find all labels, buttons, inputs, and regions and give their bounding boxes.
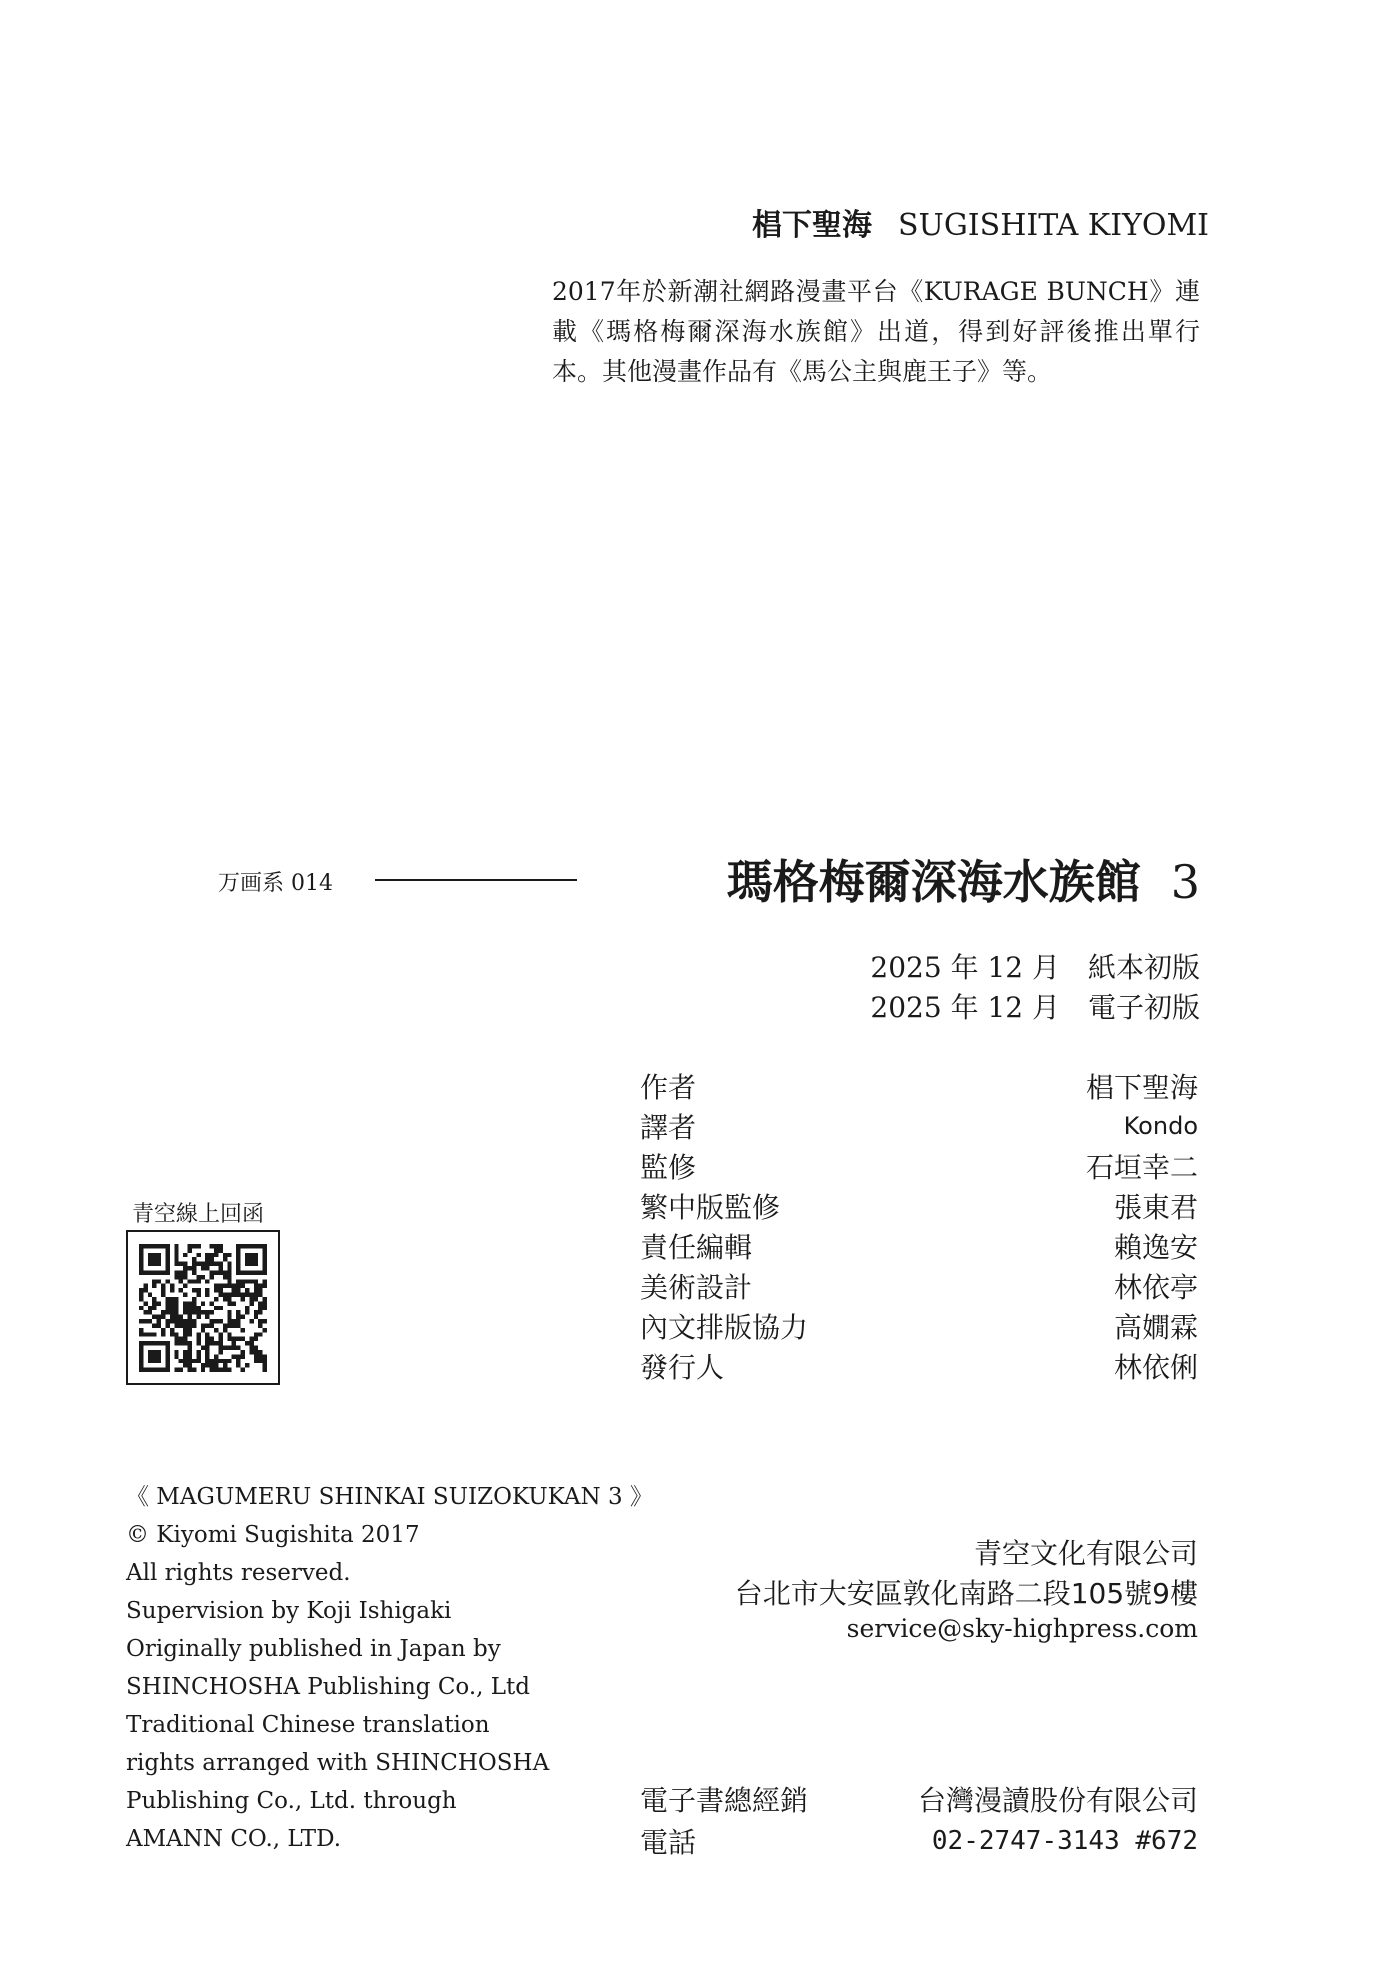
series-label: 万画系 014 (218, 871, 333, 896)
copyright-line: Supervision by Koji Ishigaki (126, 1598, 452, 1624)
credit-name: 石垣幸二 (1085, 1151, 1198, 1184)
copyright-line: All rights reserved. (126, 1560, 351, 1586)
series-divider (375, 879, 577, 881)
credit-name: 高嫺霖 (1113, 1311, 1198, 1344)
author-bio-line: 本。其他漫畫作品有《馬公主與鹿王子》等。 (552, 357, 1053, 386)
copyright-line: SHINCHOSHA Publishing Co., Ltd (126, 1674, 531, 1700)
credit-role: 監修 (640, 1151, 697, 1184)
publisher-address: 台北市大安區敦化南路二段105號9樓 (734, 1577, 1198, 1610)
distributor-phone: 02-2747-3143 #672 (931, 1826, 1198, 1856)
credit-role: 內文排版協力 (640, 1311, 809, 1344)
copyright-line: Originally published in Japan by (126, 1636, 501, 1662)
credit-role: 作者 (640, 1071, 697, 1104)
copyright-line: Publishing Co., Ltd. through (126, 1788, 457, 1814)
credit-row (640, 1306, 1198, 1346)
edition-ebook: 2025 年 12 月 電子初版 (870, 991, 1200, 1024)
credit-row (640, 1106, 1198, 1146)
book-title: 瑪格梅爾深海水族館 (726, 855, 1141, 909)
publisher-email[interactable]: service@sky-highpress.com (846, 1614, 1198, 1643)
credit-name: 賴逸安 (1113, 1231, 1198, 1264)
credit-name: 林依亭 (1113, 1271, 1198, 1304)
credit-name: 林依俐 (1113, 1351, 1198, 1384)
credit-name: 張東君 (1113, 1191, 1198, 1224)
copyright-line: Traditional Chinese translation (126, 1712, 490, 1738)
distributor-label: 電子書總經銷 (640, 1784, 809, 1817)
distributor-name: 台灣漫讀股份有限公司 (917, 1784, 1198, 1817)
author-name-cjk: 椙下聖海 (752, 208, 872, 243)
copyright-line: © Kiyomi Sugishita 2017 (126, 1522, 420, 1548)
credit-row (640, 1226, 1198, 1266)
copyright-line: 《 MAGUMERU SHINKAI SUIZOKUKAN 3 》 (126, 1484, 653, 1510)
credit-row (640, 1146, 1198, 1186)
author-bio-line: 2017年於新潮社網路漫畫平台《KURAGE BUNCH》連 (552, 277, 1200, 306)
book-title-block (615, 846, 1200, 912)
distributor-phone-label: 電話 (640, 1826, 697, 1859)
book-volume: 3 (1170, 855, 1200, 909)
distributor-phone-row (640, 1820, 1198, 1862)
credit-role: 美術設計 (640, 1271, 753, 1304)
credit-row (640, 1266, 1198, 1306)
credit-name: Kondo (1123, 1112, 1198, 1140)
credit-row (640, 1066, 1198, 1106)
credit-role: 責任編輯 (640, 1231, 753, 1264)
author-name (752, 200, 1210, 244)
author-name-latin: SUGISHITA KIYOMI (898, 208, 1210, 243)
distributor-row (640, 1778, 1198, 1820)
credit-name: 椙下聖海 (1085, 1071, 1198, 1104)
copyright-line: rights arranged with SHINCHOSHA (126, 1750, 550, 1776)
copyright-line: AMANN CO., LTD. (126, 1826, 342, 1852)
qr-code[interactable] (126, 1230, 280, 1385)
credit-row (640, 1186, 1198, 1226)
qr-code-icon (139, 1244, 267, 1372)
qr-label: 青空線上回函 (132, 1202, 265, 1227)
copyright-block (126, 1478, 653, 1858)
credit-role: 發行人 (640, 1351, 725, 1384)
publisher-name: 青空文化有限公司 (973, 1537, 1198, 1570)
credit-row (640, 1346, 1198, 1386)
credit-role: 繁中版監修 (640, 1191, 781, 1224)
author-bio-line: 載《瑪格梅爾深海水族館》出道，得到好評後推出單行 (552, 317, 1200, 346)
author-bio (552, 272, 1200, 392)
edition-print: 2025 年 12 月 紙本初版 (870, 951, 1200, 984)
credit-role: 譯者 (640, 1111, 697, 1144)
